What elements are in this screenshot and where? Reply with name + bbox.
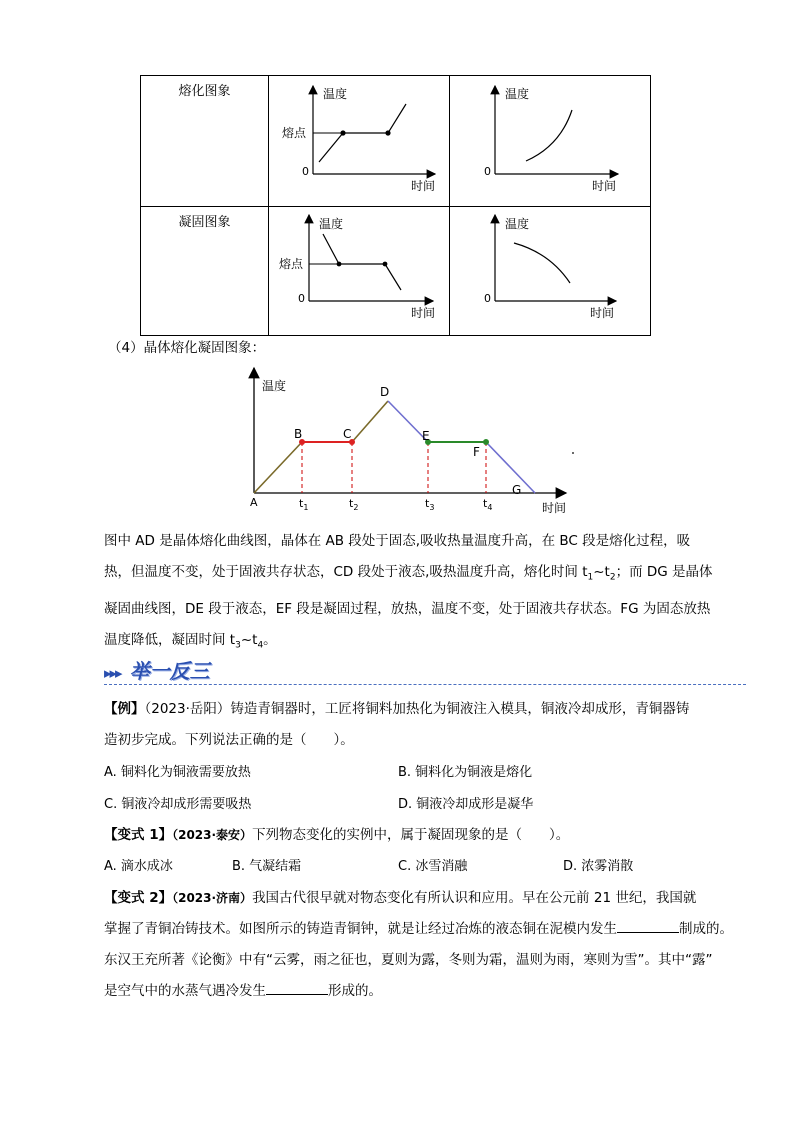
tick-t1: $t_1$ — [299, 497, 309, 512]
graph-table — [140, 75, 651, 336]
xlabel: 时间 — [411, 179, 436, 193]
crystal-solidification-svg — [269, 207, 449, 331]
variant1-option-b[interactable]: B. 气凝结霜 — [232, 859, 302, 874]
example-option-b[interactable]: B. 铜料化为铜液是熔化 — [398, 765, 533, 780]
origin-label: 0 — [302, 165, 309, 178]
variant2-line4: 是空气中的水蒸气遇冷发生 形成的。 — [104, 983, 382, 999]
stray-dot — [572, 452, 574, 454]
section4-heading: （4）晶体熔化凝固图象： — [108, 340, 266, 356]
melting-point-label: 熔点 — [279, 257, 304, 271]
variant2-line1: 【变式 2】（2023·济南）我国古代很早就对物态变化有所认识和应用。早在公元前 21 世纪，我国就 — [104, 890, 697, 906]
tick-t3: $t_3$ — [425, 497, 435, 512]
variant1-option-d[interactable]: D. 浓雾消散 — [563, 859, 634, 874]
label-a: A — [250, 496, 258, 509]
label-e: E — [422, 429, 430, 443]
ylabel: 温度 — [505, 217, 530, 231]
solidification-curve — [323, 234, 401, 290]
variant2-line3: 东汉王充所著《论衡》中有“云雾，雨之征也，夏则为露，冬则为霜，温则为雨，寒则为雪”。其中“露” — [104, 952, 713, 968]
example-option-d[interactable]: D. 铜液冷却成形是凝华 — [398, 797, 534, 812]
crystal-melting-graph — [269, 76, 450, 207]
tick-t2: $t_2$ — [349, 497, 359, 512]
segment-ab — [254, 442, 302, 493]
xlabel: 时间 — [590, 306, 615, 320]
ylabel: 温度 — [323, 87, 348, 101]
melting-row-label: 熔化图象 — [141, 76, 269, 207]
banner-arrows: ▸▸▸ — [104, 664, 121, 682]
amorphous-melting-curve — [526, 110, 572, 161]
crystal-solidification-graph — [269, 207, 450, 336]
point-f — [483, 439, 489, 445]
example-option-c[interactable]: C. 铜液冷却成形需要吸热 — [104, 797, 252, 812]
xlabel: 时间 — [411, 306, 436, 320]
xlabel: 时间 — [542, 501, 567, 515]
ylabel: 温度 — [262, 379, 287, 393]
amorphous-solidification-curve — [514, 243, 570, 283]
origin-label: 0 — [484, 165, 491, 178]
variant2-line2: 掌握了青铜冶铸技术。如图所示的铸造青铜钟，就是让经过冶炼的液态铜在泥模内发生 制成的。 — [104, 921, 733, 937]
point — [385, 130, 390, 135]
variant1-question: 【变式 1】（2023·泰安）下列物态变化的实例中，属于凝固现象的是（ ）。 — [104, 827, 570, 843]
amorphous-solidification-svg — [450, 207, 650, 331]
origin-label: 0 — [298, 292, 305, 305]
ylabel: 温度 — [319, 217, 344, 231]
melting-point-label: 熔点 — [282, 126, 307, 140]
solidification-row-label: 凝固图象 — [141, 207, 269, 336]
banner-divider — [104, 684, 746, 685]
label-d: D — [380, 385, 390, 399]
label-f: F — [473, 445, 480, 459]
origin-label: 0 — [484, 292, 491, 305]
segment-cd — [352, 401, 388, 442]
amorphous-melting-graph — [450, 76, 651, 207]
point — [383, 262, 388, 267]
crystal-graph — [230, 360, 580, 520]
ylabel: 温度 — [505, 87, 530, 101]
answer-blank-1[interactable] — [617, 920, 679, 933]
example-line1: 【例】（2023·岳阳）铸造青铜器时，工匠将铜料加热化为铜液注入模具，铜液冷却成形，青铜器铸 — [104, 701, 690, 717]
amorphous-solidification-graph — [450, 207, 651, 336]
segment-fg — [486, 442, 535, 493]
example-option-a[interactable]: A. 铜料化为铜液需要放热 — [104, 765, 251, 780]
label-c: C — [343, 427, 352, 441]
banner-title: 举一反三 — [129, 659, 210, 683]
amorphous-melting-svg — [450, 76, 650, 202]
xlabel: 时间 — [592, 179, 617, 193]
crystal-melting-svg — [269, 76, 449, 202]
variant1-option-a[interactable]: A. 滴水成冰 — [104, 859, 173, 874]
point — [340, 130, 345, 135]
tick-t4: $t_4$ — [483, 497, 493, 512]
label-b: B — [294, 427, 303, 441]
banner — [104, 655, 210, 683]
label-g: G — [512, 483, 522, 497]
example-line2: 造初步完成。下列说法正确的是（ ）。 — [104, 732, 354, 748]
variant1-option-c[interactable]: C. 冰雪消融 — [398, 859, 468, 874]
explanation-paragraph: 图中 AD 是晶体熔化曲线图，晶体在 AB 段处于固态,吸收热量温度升高，在 BC 段是熔化过程，吸热，但温度不变，处于固液共存状态，CD 段处于液态,吸热温度升高，熔化时间 $t_1\sim t_2$；而 DG 是晶体凝固曲线图，DE 段于液态，EF 段是凝固过程，放热，温度不变，处于固液共存状态。FG 为固态放热温度降低，凝固时间 $t_3\sim t_4$。 — [104, 533, 713, 651]
answer-blank-2[interactable] — [266, 982, 328, 995]
point — [337, 262, 342, 267]
